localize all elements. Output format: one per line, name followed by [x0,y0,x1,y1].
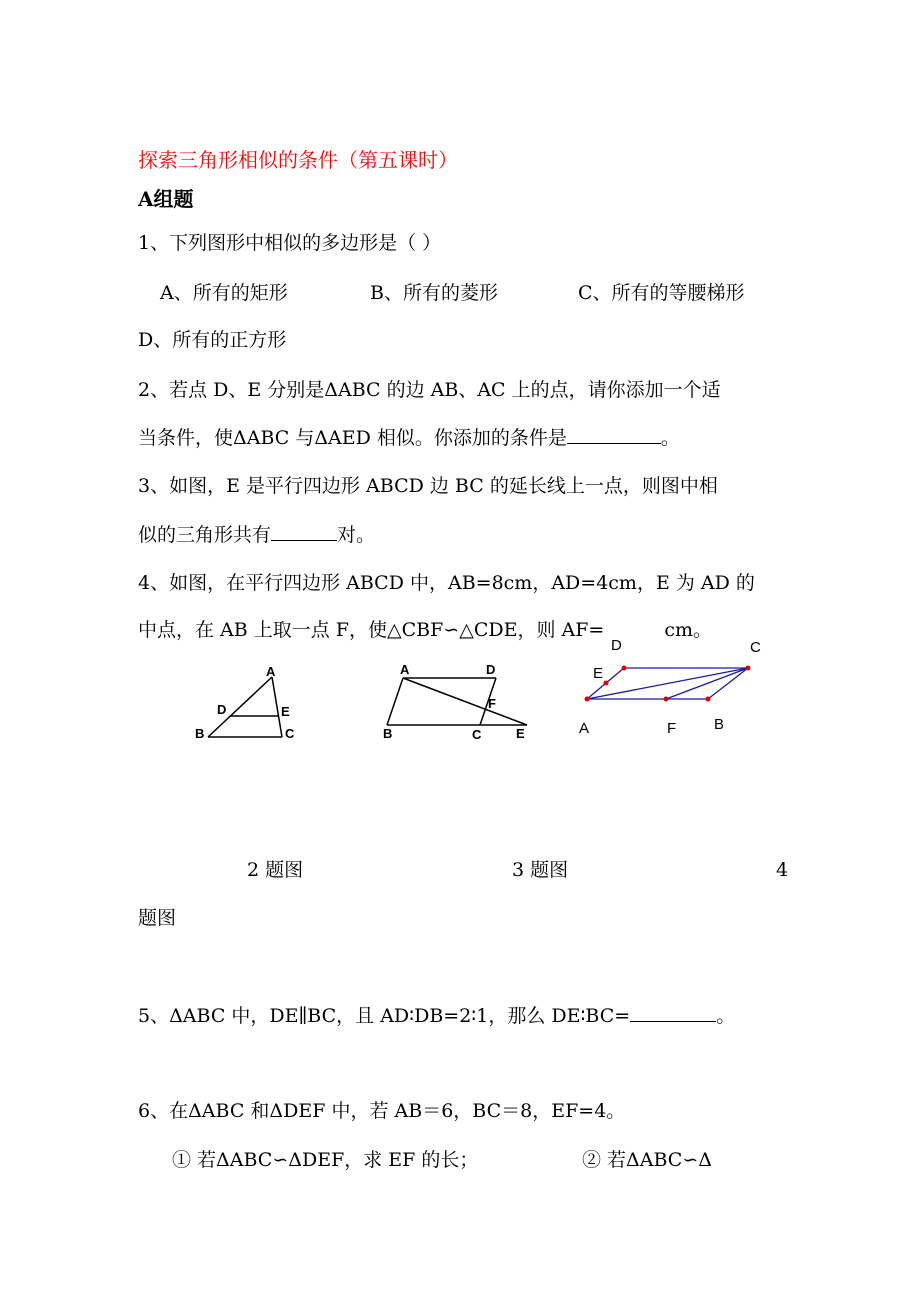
fig4-label-e: E [593,665,604,682]
q4-line1: 4、如图，在平行四边形 ABCD 中，AB=8cm，AD=4cm，E 为 AD 的 [138,572,755,594]
q2-line2-text: 当条件，使ΔABC 与ΔAED 相似。你添加的条件是 [138,427,567,449]
q6-stem: 6、在ΔABC 和ΔDEF 中，若 AB＝6，BC＝8，EF=4。 [138,1100,626,1122]
fig3-label-c: C [472,727,482,742]
caption-fig4-number: 4 [776,859,789,881]
q3-line1: 3、如图，E 是平行四边形 ABCD 边 BC 的延长线上一点，则图中相 [138,475,718,497]
group-heading: A组题 [138,187,194,211]
caption-fig3: 3 题图 [512,859,569,881]
fig3-label-f: F [488,696,496,711]
q1-option-a: A、所有的矩形 [160,282,288,304]
fig2-label-c: C [285,726,295,741]
q3-line2-text: 似的三角形共有 [138,524,272,546]
q1-option-b: B、所有的菱形 [370,282,498,304]
figure-3 [387,678,527,725]
fig2-label-e: E [281,704,290,719]
q1-stem: 1、下列图形中相似的多边形是（ ） [138,232,442,254]
q4-line2-text: 中点，在 AB 上取一点 F，使△CBF∽△CDE，则 AF= [138,619,605,641]
caption-fig4-word: 题图 [138,907,177,929]
q5-answer-blank [630,1003,716,1022]
fig3-label-b: B [383,726,393,741]
q5-text: 5、ΔABC 中，DE∥BC，且 AD∶DB=2∶1，那么 DE∶BC= [138,1005,631,1027]
q5-line [138,1003,735,1028]
fig4-label-a: A [579,720,590,737]
fig3-label-e: E [516,726,525,741]
fig4-label-f: F [667,720,677,737]
figure-4 [587,668,748,699]
q6-sub1: ① 若ΔABC∽ΔDEF，求 EF 的长； [172,1149,479,1171]
q2-line2-end: 。 [660,427,680,449]
fig4-label-d: D [611,637,622,654]
fig2-label-b: B [195,726,205,741]
fig2-label-d: D [217,702,227,717]
fig2-label-a: A [266,664,276,679]
caption-fig2: 2 题图 [247,859,304,881]
q2-line1: 2、若点 D、E 分别是ΔABC 的边 AB、AC 上的点，请你添加一个适 [138,379,721,401]
fig3-label-a: A [400,662,410,677]
q1-option-d: D、所有的正方形 [138,329,287,351]
page-title: 探索三角形相似的条件（第五课时） [138,148,458,172]
fig3-label-d: D [486,662,496,677]
q1-option-c: C、所有的等腰梯形 [578,282,745,304]
q6-sub2: ② 若ΔABC∽Δ [582,1149,712,1171]
q4-line2-end: cm。 [664,619,712,641]
q3-line2-end: 对。 [337,524,376,546]
fig4-label-b: B [714,716,725,733]
fig4-label-c: C [750,639,761,656]
q5-end: 。 [716,1005,736,1027]
